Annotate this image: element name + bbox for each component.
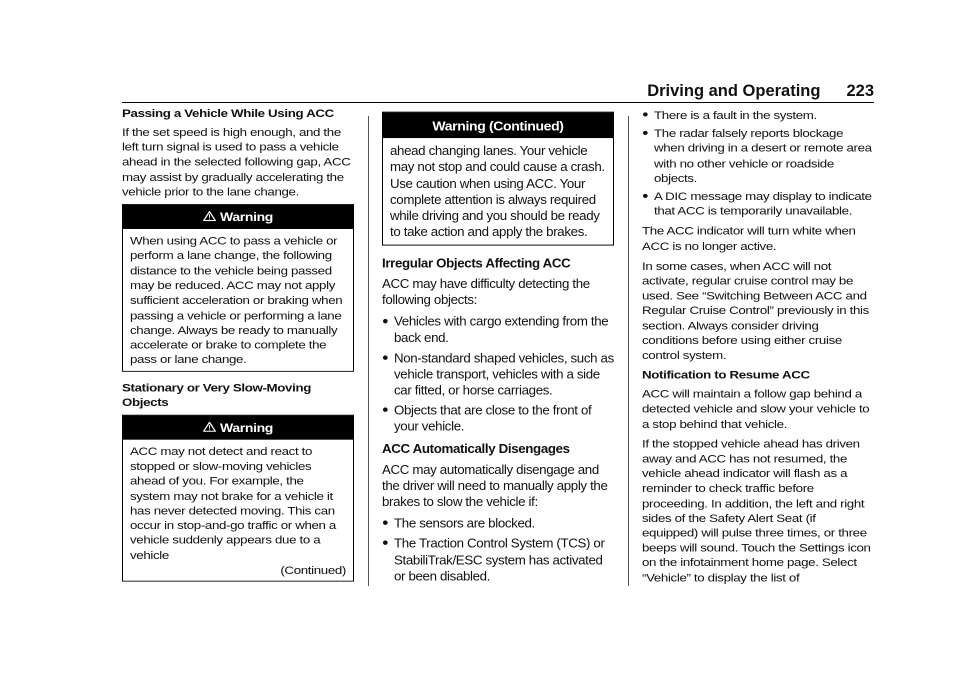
- section-title: Driving and Operating: [647, 82, 821, 100]
- bullet-icon: ●: [382, 315, 389, 327]
- list-item: ● The Traction Control System (TCS) or StabiliTrak/ESC system has activated or been disabled.: [382, 536, 605, 583]
- heading-resume-notification: Notification to Resume ACC: [642, 368, 810, 382]
- paragraph-follow-gap: ACC will maintain a follow gap behind a detected vehicle and slow your vehicle to a stop behind that vehicle.: [642, 387, 870, 431]
- column-2: [382, 106, 614, 590]
- bullet-list-disengage-cont: [642, 108, 874, 219]
- bullet-list-irregular: [382, 314, 614, 435]
- warning-header: [123, 415, 353, 439]
- warning-body: [123, 439, 353, 581]
- paragraph-disengage: ACC may automatically disengage and the driver will need to manually apply the brakes to slow the vehicle if:: [382, 462, 608, 509]
- warning-title: Warning: [219, 210, 274, 224]
- column-1: [122, 106, 354, 590]
- header-rule: [122, 102, 874, 103]
- bullet-icon: ●: [642, 127, 649, 139]
- bullet-icon: ●: [382, 517, 389, 529]
- paragraph-stopped-vehicle: If the stopped vehicle ahead has driven away and ACC has not resumed, the vehicle ahead indicator will flash as a reminder to check traffic before proceeding. In addition, the left and right sides of the Safety Alert Seat (if equipped) will pulse three times, or three beeps will sound. Touch the Settings icon on the infotainment home page. Select “Vehicle” to display the list of: [642, 437, 871, 584]
- bullet-icon: ●: [642, 190, 649, 201]
- list-item: ● A DIC message may display to indicate that ACC is temporarily unavailable.: [642, 189, 872, 218]
- warning-box-continued: [382, 112, 614, 246]
- paragraph-regular-cruise: In some cases, when ACC will not activate, regular cruise control may be used. See “Switching Between ACC and Regular Cruise Control” previously in this section. Always consider driving conditions before using either cruise control system.: [642, 259, 869, 362]
- warning-text: ACC may not detect and react to stopped or slow-moving vehicles ahead of you. For example, the system may not brake for a vehicle it has never detected moving. This can occur in stop-and-go traffic or when a vehicle suddenly appears due to a vehicle: [130, 444, 336, 562]
- heading-auto-disengage: ACC Automatically Disengages: [382, 441, 570, 456]
- heading-stationary-objects: Stationary or Very Slow-Moving Objects: [122, 380, 311, 409]
- warning-body: ahead changing lanes. Your vehicle may not stop and could cause a crash. Use caution when using ACC. Your complete attention is always required while driving and you should be ready to take action and apply the brakes.: [390, 143, 605, 240]
- warning-header: Warning (Continued): [383, 113, 613, 138]
- page-header: [647, 82, 874, 101]
- paragraph-irregular: ACC may have difficulty detecting the following objects:: [382, 276, 590, 307]
- heading-irregular-objects: Irregular Objects Affecting ACC: [382, 255, 571, 270]
- bullet-icon: ●: [382, 537, 389, 549]
- column-divider-2: [628, 116, 629, 586]
- warning-body: When using ACC to pass a vehicle or perform a lane change, the following distance to the vehicle being passed may be reduced. ACC may not apply sufficient acceleration or braking when passing a vehicle or performing a lane change. Always be ready to manually accelerate or brake to complete the pass or lane change.: [130, 234, 343, 367]
- column-3: [642, 106, 874, 590]
- bullet-list-disengage: [382, 515, 614, 584]
- page-number: 223: [846, 82, 874, 100]
- paragraph-indicator: The ACC indicator will turn white when ACC is no longer active.: [642, 224, 856, 253]
- list-item: ● There is a fault in the system.: [642, 108, 817, 122]
- warning-title: Warning: [219, 420, 274, 435]
- list-item: ● Objects that are close to the front of your vehicle.: [382, 403, 592, 434]
- column-divider-1: [368, 116, 369, 586]
- warning-triangle-icon: [203, 420, 216, 435]
- list-item: ● Non-standard shaped vehicles, such as vehicle transport, vehicles with a side car fitted, or horse carriages.: [382, 350, 614, 398]
- bullet-icon: ●: [382, 404, 389, 416]
- list-item: ● The radar falsely reports blockage when driving in a desert or remote area with no other vehicle or roadside objects.: [642, 126, 872, 185]
- bullet-icon: ●: [642, 109, 649, 120]
- warning-header: [123, 205, 353, 229]
- warning-box-stationary: [122, 414, 354, 581]
- list-item: ● The sensors are blocked.: [382, 516, 535, 531]
- warning-triangle-icon: [203, 210, 216, 225]
- paragraph-passing: If the set speed is high enough, and the left turn signal is used to pass a vehicle ahead in the selected following gap, ACC may assist by gradually accelerating the vehicle prior to the lane change.: [122, 125, 351, 198]
- continued-label: (Continued): [280, 563, 346, 577]
- list-item: ● Vehicles with cargo extending from the back end.: [382, 314, 609, 345]
- warning-box-passing: [122, 204, 354, 371]
- bullet-icon: ●: [382, 351, 389, 364]
- heading-passing-vehicle: Passing a Vehicle While Using ACC: [122, 106, 334, 120]
